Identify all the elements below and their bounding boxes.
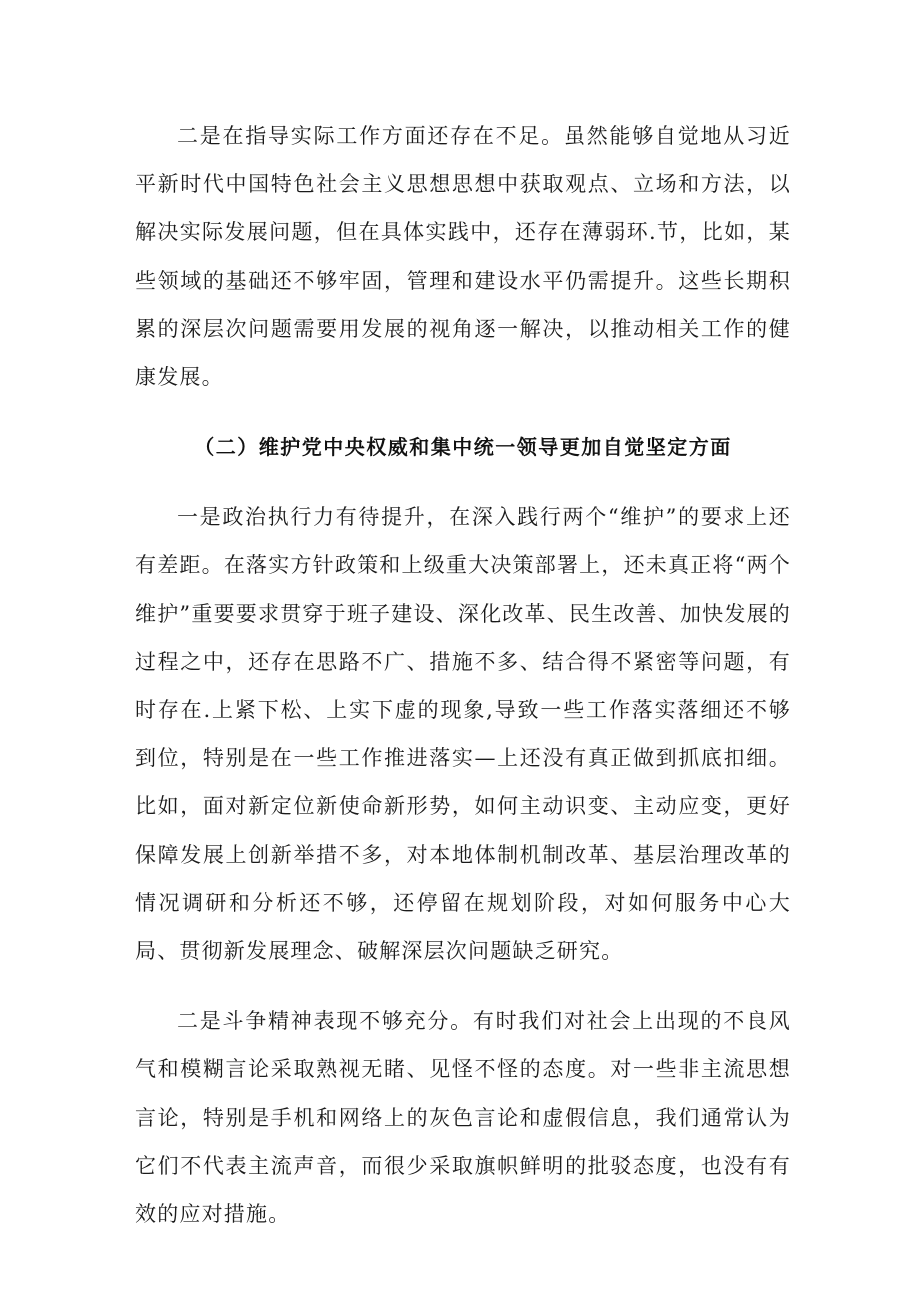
paragraph-struggle-spirit: 二是斗争精神表现不够充分。有时我们对社会上出现的不良风气和模糊言论采取熟视无睹、见怪不怪的态度。对一些非主流思想言论，特别是手机和网络上的灰色言论和虚假信息，我们通常认为它们不代表主流声音，而很少采取旗帜鲜明的批驳态度，也没有有效的应对措施。 — [135, 1009, 791, 1227]
section-heading: （二）维护党中央权威和集中统一领导更加自觉坚定方面 — [194, 435, 732, 460]
paragraph-political-execution: 一是政治执行力有待提升，在深入践行两个“维护”的要求上还有差距。在落实方针政策和上级重大决策部署上，还未真正将“两个维护”重要要求贯穿于班子建设、深化改革、民生改善、加快发展的过程之中，还存在思路不广、措施不多、结合得不紧密等问题，有时存在.上紧下松、上实下虚的现象,导致一些工作落实落细还不够到位，特别是在一些工作推进落实—上还没有真正做到抓底扣细。比如，面对新定位新使命新形势，如何主动识变、主动应变，更好保障发展上创新举措不多，对本地体制机制改革、基层治理改革的情况调研和分析还不够，还停留在规划阶段，对如何服务中心大局、贯彻新发展理念、破解深层次问题缺乏研究。 — [135, 505, 791, 964]
document-body — [135, 112, 791, 1260]
paragraph-guidance-shortcomings: 二是在指导实际工作方面还存在不足。虽然能够自觉地从习近平新时代中国特色社会主义思想思想中获取观点、立场和方法，以解决实际发展问题，但在具体实践中，还存在薄弱环.节，比如，某些领域的基础还不够牢固，管理和建设水平仍需提升。这些长期积累的深层次问题需要用发展的视角逐一解决，以推动相关工作的健康发展。 — [135, 124, 791, 390]
